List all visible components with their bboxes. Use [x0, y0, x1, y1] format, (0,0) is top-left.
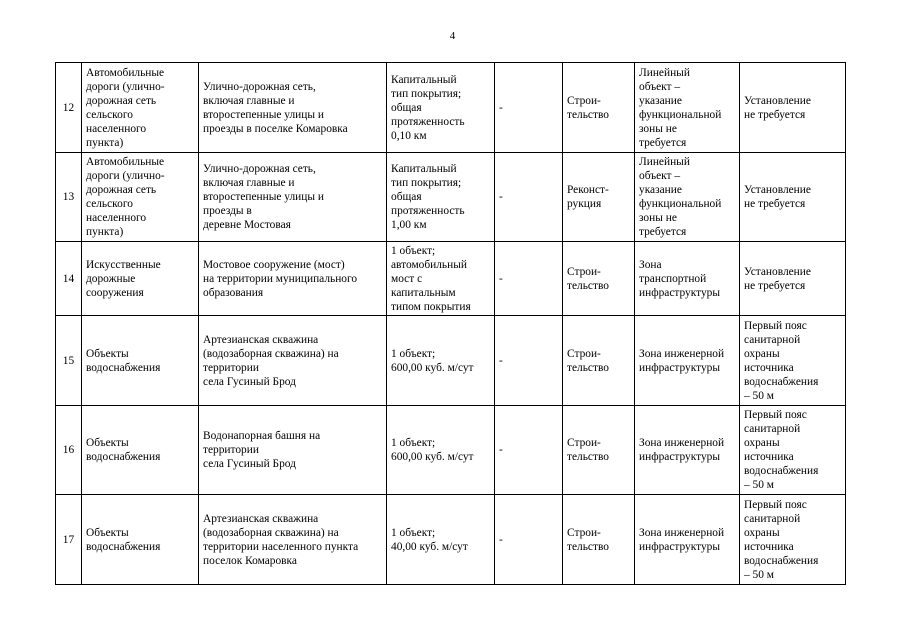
dash-cell: - [495, 242, 563, 316]
object-type: Автомобильные дороги (улично- дорожная сеть сельского населенного пункта) [82, 63, 199, 153]
protection-zone: Первый пояс санитарной охраны источника водоснабжения – 50 м [740, 406, 846, 495]
object-type: Автомобильные дороги (улично- дорожная сеть сельского населенного пункта) [82, 153, 199, 242]
table-row [56, 63, 846, 153]
row-number: 14 [56, 242, 82, 316]
functional-zone: Зона транспортной инфраструктуры [635, 242, 740, 316]
functional-zone: Линейный объект – указание функциональной зоны не требуется [635, 153, 740, 242]
protection-zone: Первый пояс санитарной охраны источника водоснабжения – 50 м [740, 316, 846, 406]
object-status: Строи- тельство [563, 63, 635, 153]
object-type: Объекты водоснабжения [82, 406, 199, 495]
dash-cell: - [495, 495, 563, 585]
object-name: Улично-дорожная сеть, включая главные и второстепенные улицы и проезды в деревне Мостовая [199, 153, 387, 242]
functional-zone: Зона инженерной инфраструктуры [635, 495, 740, 585]
object-status: Строи- тельство [563, 316, 635, 406]
row-number: 15 [56, 316, 82, 406]
row-number: 16 [56, 406, 82, 495]
object-name: Водонапорная башня на территории села Гусиный Брод [199, 406, 387, 495]
object-status: Строи- тельство [563, 495, 635, 585]
object-type: Объекты водоснабжения [82, 495, 199, 585]
object-characteristics: 1 объект; 600,00 куб. м/сут [387, 406, 495, 495]
object-characteristics: 1 объект; 600,00 куб. м/сут [387, 316, 495, 406]
protection-zone: Установление не требуется [740, 242, 846, 316]
protection-zone: Установление не требуется [740, 153, 846, 242]
object-characteristics: Капитальный тип покрытия; общая протяженность 1,00 км [387, 153, 495, 242]
row-number: 13 [56, 153, 82, 242]
object-characteristics: 1 объект; 40,00 куб. м/сут [387, 495, 495, 585]
object-name: Улично-дорожная сеть, включая главные и второстепенные улицы и проезды в поселке Комаровка [199, 63, 387, 153]
object-name: Артезианская скважина (водозаборная скважина) на территории села Гусиный Брод [199, 316, 387, 406]
table-row [56, 153, 846, 242]
protection-zone: Первый пояс санитарной охраны источника водоснабжения – 50 м [740, 495, 846, 585]
protection-zone: Установление не требуется [740, 63, 846, 153]
functional-zone: Линейный объект – указание функциональной зоны не требуется [635, 63, 740, 153]
table-row [56, 316, 846, 406]
table-row [56, 242, 846, 316]
dash-cell: - [495, 63, 563, 153]
row-number: 17 [56, 495, 82, 585]
table-row [56, 495, 846, 585]
table-row [56, 406, 846, 495]
page-number: 4 [449, 30, 456, 42]
object-characteristics: Капитальный тип покрытия; общая протяженность 0,10 км [387, 63, 495, 153]
dash-cell: - [495, 153, 563, 242]
object-status: Строи- тельство [563, 242, 635, 316]
object-status: Строи- тельство [563, 406, 635, 495]
object-characteristics: 1 объект; автомобильный мост с капитальным типом покрытия [387, 242, 495, 316]
functional-zone: Зона инженерной инфраструктуры [635, 316, 740, 406]
functional-zone: Зона инженерной инфраструктуры [635, 406, 740, 495]
object-type: Объекты водоснабжения [82, 316, 199, 406]
dash-cell: - [495, 316, 563, 406]
object-status: Реконст- рукция [563, 153, 635, 242]
row-number: 12 [56, 63, 82, 153]
object-type: Искусственные дорожные сооружения [82, 242, 199, 316]
object-name: Мостовое сооружение (мост) на территории муниципального образования [199, 242, 387, 316]
dash-cell: - [495, 406, 563, 495]
object-name: Артезианская скважина (водозаборная скважина) на территории населенного пункта поселок Комаровка [199, 495, 387, 585]
planned-objects-table [55, 62, 846, 585]
